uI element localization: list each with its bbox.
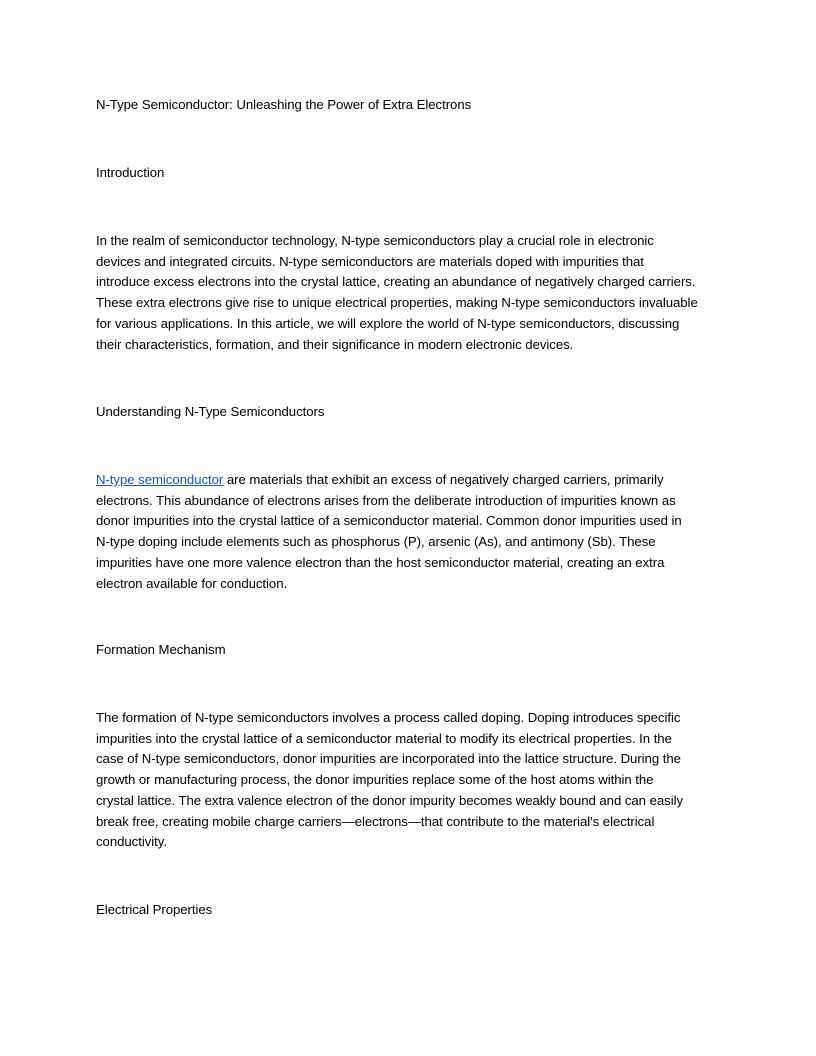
paragraph-line: case of N-type semiconductors, donor impurities are incorporated into the lattice structure. During the [96, 751, 681, 767]
paragraph-line: conductivity. [96, 834, 167, 850]
paragraph-line: impurities into the crystal lattice of a semiconductor material to modify its electrical properties. In the [96, 730, 672, 746]
paragraph-line: growth or manufacturing process, the donor impurities replace some of the host atoms within the [96, 772, 654, 788]
section-heading-electrical-properties: Electrical Properties [96, 902, 213, 917]
section-heading-introduction: Introduction [96, 165, 165, 180]
paragraph-line: introduce excess electrons into the crystal lattice, creating an abundance of negatively charged carriers. [96, 274, 696, 290]
paragraph-line: impurities have one more valence electron than the host semiconductor material, creating an extra [96, 554, 665, 570]
section-heading-understanding: Understanding N-Type Semiconductors [96, 404, 325, 419]
paragraph-line: In the realm of semiconductor technology, N-type semiconductors play a crucial role in electronic [96, 233, 654, 248]
paragraph-understanding [96, 470, 721, 594]
n-type-semiconductor-link[interactable]: N-type semiconductor [96, 472, 224, 487]
paragraph-line: N-type doping include elements such as phosphorus (P), arsenic (As), and antimony (Sb). These [96, 534, 656, 550]
paragraph-line: electrons. This abundance of electrons arises from the deliberate introduction of impurities known as [96, 492, 676, 508]
paragraph-line: The formation of N-type semiconductors involves a process called doping. Doping introduces specific [96, 710, 681, 725]
paragraph-line: These extra electrons give rise to unique electrical properties, making N-type semiconductors invaluable [96, 295, 698, 311]
paragraph-line: break free, creating mobile charge carriers—electrons—that contribute to the material's electrical [96, 813, 655, 829]
paragraph-line: donor impurities into the crystal lattice of a semiconductor material. Common donor impurities used in [96, 513, 682, 529]
paragraph-line: for various applications. In this article, we will explore the world of N-type semiconductors, discussing [96, 315, 680, 331]
paragraph-line: crystal lattice. The extra valence electron of the donor impurity becomes weakly bound and can easily [96, 792, 683, 808]
section-heading-formation: Formation Mechanism [96, 642, 226, 657]
paragraph-line: devices and integrated circuits. N-type semiconductors are materials doped with impurities that [96, 253, 644, 269]
paragraph-line: electron available for conduction. [96, 575, 288, 591]
document-title: N-Type Semiconductor: Unleashing the Power of Extra Electrons [96, 97, 472, 112]
paragraph-line: their characteristics, formation, and their significance in modern electronic devices. [96, 336, 574, 352]
paragraph-introduction [96, 231, 721, 355]
paragraph-line-text: are materials that exhibit an excess of negatively charged carriers, primarily [223, 472, 664, 487]
paragraph-formation [96, 708, 721, 853]
paragraph-line [96, 470, 721, 491]
